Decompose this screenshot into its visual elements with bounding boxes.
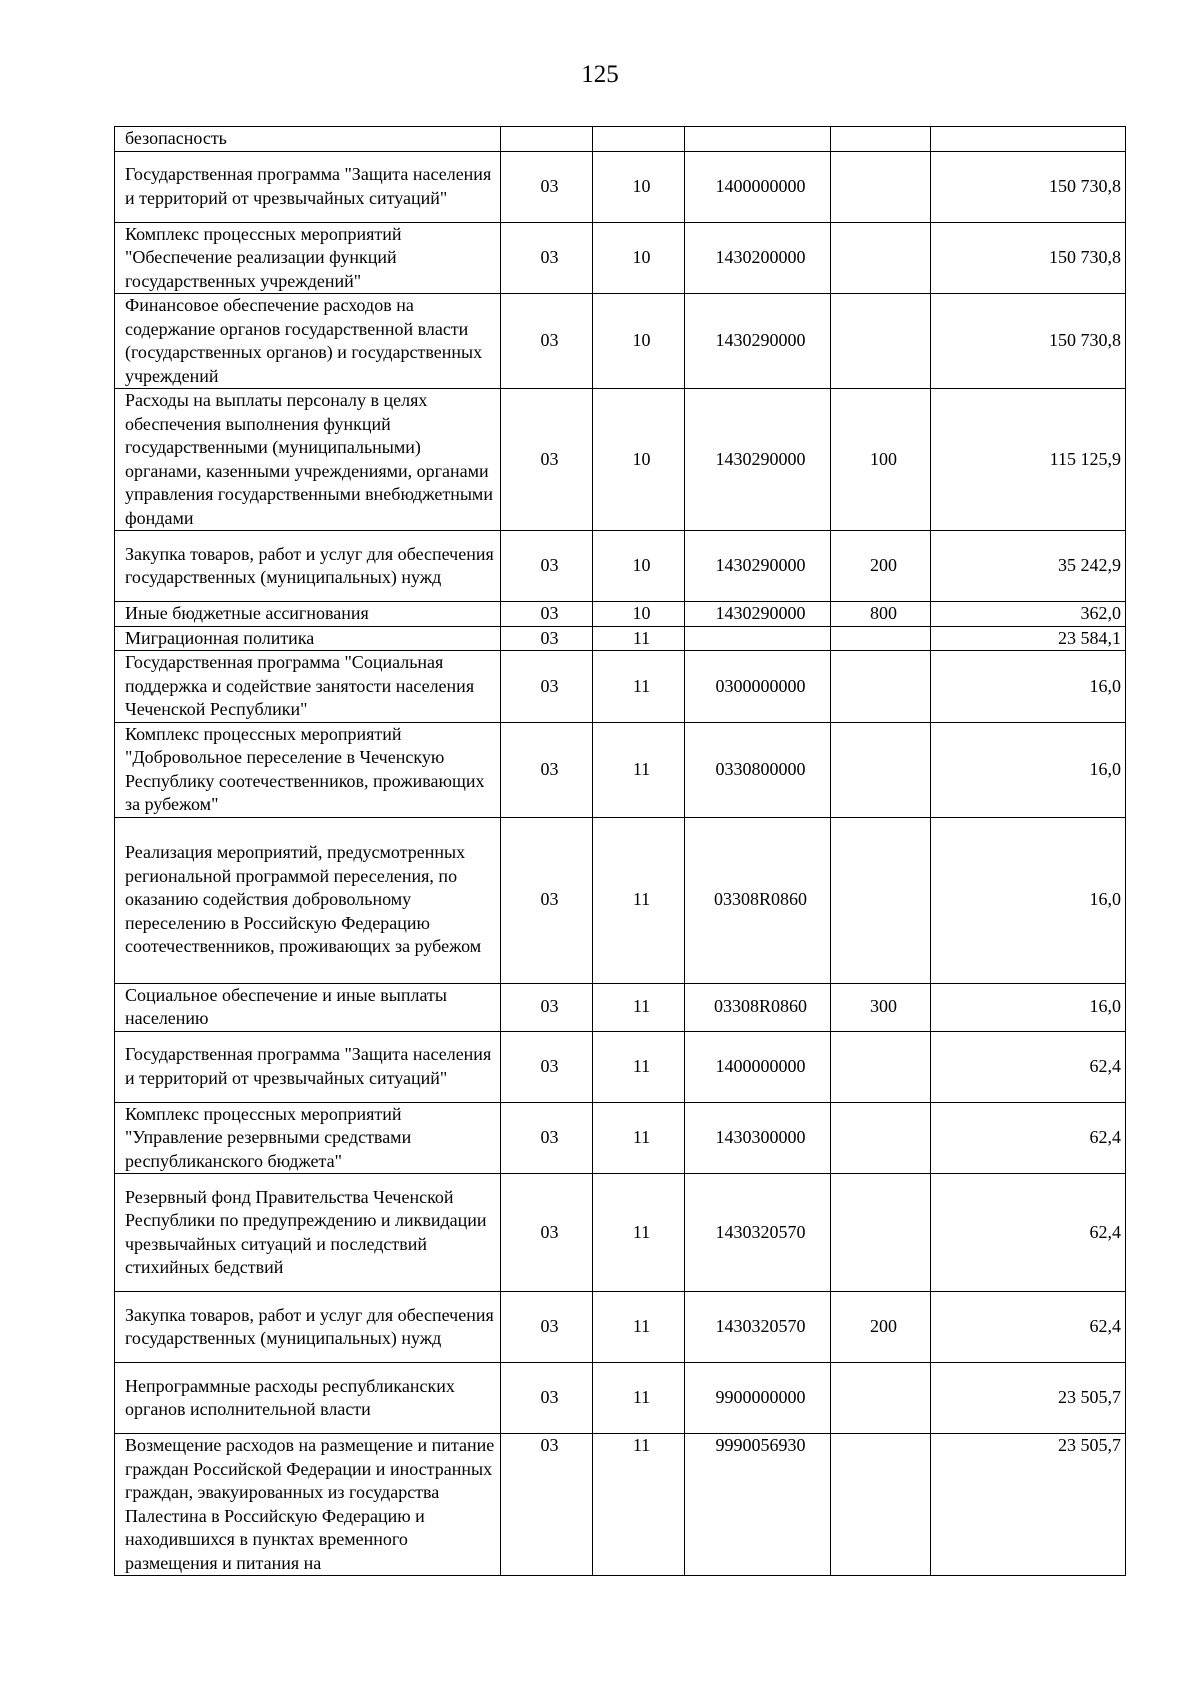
row-csr (685, 626, 831, 651)
row-rz: 03 (501, 626, 593, 651)
row-vr (831, 817, 931, 983)
budget-table (114, 126, 1126, 1576)
row-rz: 03 (501, 1102, 593, 1174)
row-vr: 200 (831, 531, 931, 602)
row-pr: 11 (593, 983, 685, 1031)
row-rz: 03 (501, 722, 593, 817)
table-row (115, 1174, 1126, 1292)
row-rz: 03 (501, 1031, 593, 1102)
row-pr: 11 (593, 626, 685, 651)
row-sum: 150 730,8 (931, 222, 1126, 294)
row-csr: 03308R0860 (685, 817, 831, 983)
row-pr: 11 (593, 1031, 685, 1102)
row-name: Расходы на выплаты персоналу в целях обеспечения выполнения функций государственными (муниципальными) органами, казенными учреждениями, органами управления государственными внебюджетными фондами (115, 389, 501, 531)
table-row (115, 722, 1126, 817)
row-vr (831, 1102, 931, 1174)
row-pr: 11 (593, 1434, 685, 1576)
row-vr (831, 626, 931, 651)
row-sum (931, 127, 1126, 152)
row-csr: 1430200000 (685, 222, 831, 294)
row-name: Непрограммные расходы республиканских органов исполнительной власти (115, 1363, 501, 1434)
row-pr: 10 (593, 602, 685, 627)
row-name: Реализация мероприятий, предусмотренных региональной программой переселения, по оказанию содействия добровольному переселению в Российскую Федерацию соотечественников, проживающих за рубежом (115, 817, 501, 983)
row-rz: 03 (501, 1292, 593, 1363)
row-vr (831, 294, 931, 389)
row-vr (831, 222, 931, 294)
row-pr: 10 (593, 151, 685, 222)
row-sum: 16,0 (931, 983, 1126, 1031)
row-pr: 11 (593, 722, 685, 817)
row-sum: 150 730,8 (931, 151, 1126, 222)
row-vr (831, 127, 931, 152)
row-pr: 11 (593, 651, 685, 723)
row-rz: 03 (501, 817, 593, 983)
row-rz: 03 (501, 151, 593, 222)
table-row (115, 294, 1126, 389)
row-pr: 11 (593, 817, 685, 983)
row-rz: 03 (501, 983, 593, 1031)
row-rz (501, 127, 593, 152)
row-rz: 03 (501, 1174, 593, 1292)
row-vr (831, 1174, 931, 1292)
table-row (115, 1434, 1126, 1576)
row-rz: 03 (501, 294, 593, 389)
row-name: Иные бюджетные ассигнования (115, 602, 501, 627)
table-row (115, 389, 1126, 531)
row-csr (685, 127, 831, 152)
row-vr (831, 722, 931, 817)
row-sum: 62,4 (931, 1174, 1126, 1292)
row-pr: 11 (593, 1363, 685, 1434)
row-sum: 16,0 (931, 651, 1126, 723)
row-pr: 10 (593, 294, 685, 389)
row-sum: 62,4 (931, 1031, 1126, 1102)
row-name: Государственная программа "Защита населения и территорий от чрезвычайных ситуаций" (115, 1031, 501, 1102)
row-rz: 03 (501, 1363, 593, 1434)
row-pr: 11 (593, 1102, 685, 1174)
row-csr: 0330800000 (685, 722, 831, 817)
row-csr: 9990056930 (685, 1434, 831, 1576)
table-row (115, 1031, 1126, 1102)
row-csr: 1400000000 (685, 1031, 831, 1102)
row-vr (831, 1363, 931, 1434)
row-pr: 10 (593, 389, 685, 531)
row-vr (831, 651, 931, 723)
row-sum: 23 505,7 (931, 1363, 1126, 1434)
table-row (115, 602, 1126, 627)
table-row (115, 626, 1126, 651)
table-row (115, 222, 1126, 294)
row-vr: 100 (831, 389, 931, 531)
page-number: 125 (581, 61, 619, 88)
row-name: Закупка товаров, работ и услуг для обеспечения государственных (муниципальных) нужд (115, 1292, 501, 1363)
row-pr: 10 (593, 531, 685, 602)
table-row (115, 817, 1126, 983)
row-name: Социальное обеспечение и иные выплаты населению (115, 983, 501, 1031)
row-sum: 35 242,9 (931, 531, 1126, 602)
row-sum: 362,0 (931, 602, 1126, 627)
row-csr: 0300000000 (685, 651, 831, 723)
table-row (115, 1363, 1126, 1434)
row-csr: 1430300000 (685, 1102, 831, 1174)
row-name: Финансовое обеспечение расходов на содержание органов государственной власти (государственных органов) и государственных учреждений (115, 294, 501, 389)
row-vr: 800 (831, 602, 931, 627)
row-sum: 23 584,1 (931, 626, 1126, 651)
row-sum: 16,0 (931, 722, 1126, 817)
row-sum: 16,0 (931, 817, 1126, 983)
row-name: Комплекс процессных мероприятий "Обеспечение реализации функций государственных учреждений" (115, 222, 501, 294)
table-row (115, 983, 1126, 1031)
row-pr: 10 (593, 222, 685, 294)
row-csr: 1430320570 (685, 1174, 831, 1292)
row-rz: 03 (501, 602, 593, 627)
row-rz: 03 (501, 1434, 593, 1576)
table-row (115, 127, 1126, 152)
row-name: Миграционная политика (115, 626, 501, 651)
row-sum: 62,4 (931, 1102, 1126, 1174)
row-csr: 1430320570 (685, 1292, 831, 1363)
row-vr: 200 (831, 1292, 931, 1363)
row-sum: 62,4 (931, 1292, 1126, 1363)
row-name: безопасность (115, 127, 501, 152)
row-pr (593, 127, 685, 152)
row-csr: 1430290000 (685, 602, 831, 627)
row-name: Комплекс процессных мероприятий "Управление резервными средствами республиканского бюджета" (115, 1102, 501, 1174)
row-name: Возмещение расходов на размещение и питание граждан Российской Федерации и иностранных граждан, эвакуированных из государства Палестина в Российскую Федерацию и находившихся в пунктах временного размещения и питания на (115, 1434, 501, 1576)
row-csr: 03308R0860 (685, 983, 831, 1031)
row-pr: 11 (593, 1174, 685, 1292)
table-row (115, 151, 1126, 222)
table-row (115, 531, 1126, 602)
row-rz: 03 (501, 222, 593, 294)
row-name: Резервный фонд Правительства Чеченской Республики по предупреждению и ликвидации чрезвычайных ситуаций и последствий стихийных бедствий (115, 1174, 501, 1292)
row-rz: 03 (501, 389, 593, 531)
row-vr (831, 1031, 931, 1102)
table-row (115, 651, 1126, 723)
row-rz: 03 (501, 651, 593, 723)
row-name: Закупка товаров, работ и услуг для обеспечения государственных (муниципальных) нужд (115, 531, 501, 602)
table-row (115, 1292, 1126, 1363)
table-row (115, 1102, 1126, 1174)
row-csr: 1400000000 (685, 151, 831, 222)
row-sum: 115 125,9 (931, 389, 1126, 531)
row-sum: 23 505,7 (931, 1434, 1126, 1576)
row-name: Государственная программа "Социальная поддержка и содействие занятости населения Чеченской Республики" (115, 651, 501, 723)
row-vr (831, 1434, 931, 1576)
row-name: Государственная программа "Защита населения и территорий от чрезвычайных ситуаций" (115, 151, 501, 222)
row-vr: 300 (831, 983, 931, 1031)
row-csr: 9900000000 (685, 1363, 831, 1434)
row-pr: 11 (593, 1292, 685, 1363)
row-rz: 03 (501, 531, 593, 602)
row-csr: 1430290000 (685, 389, 831, 531)
row-sum: 150 730,8 (931, 294, 1126, 389)
row-csr: 1430290000 (685, 294, 831, 389)
row-vr (831, 151, 931, 222)
row-csr: 1430290000 (685, 531, 831, 602)
row-name: Комплекс процессных мероприятий "Добровольное переселение в Чеченскую Республику соотечественников, проживающих за рубежом" (115, 722, 501, 817)
